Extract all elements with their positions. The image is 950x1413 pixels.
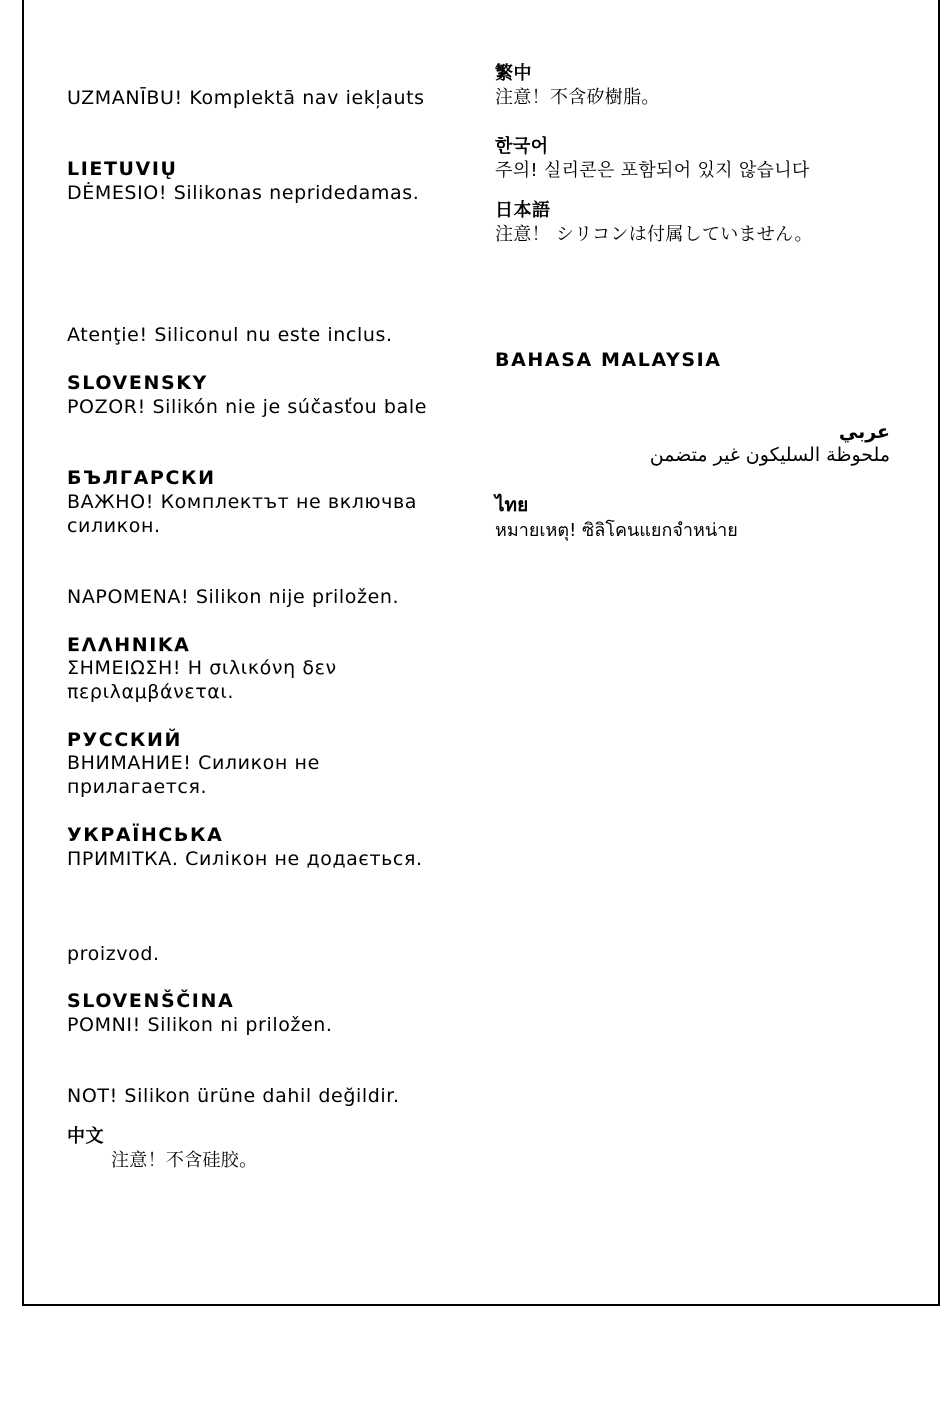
latvian-text: UZMANĪBU! Komplektā nav iekļauts	[67, 87, 425, 109]
thai-heading: ไทย	[495, 494, 529, 516]
slovenian-heading: SLOVENŠČINA	[67, 990, 235, 1012]
bulgarian-heading: БЪЛГАРСКИ	[67, 467, 216, 489]
greek-text-line1: ΣΗΜΕΙΩΣΗ! Η σιλικόνη δεν	[67, 657, 337, 679]
ukrainian-text: ПРИМІТКА. Силікон не додається.	[67, 848, 423, 870]
japanese-heading: 日本語	[495, 200, 551, 221]
turkish-text: NOT! Silikon ürüne dahil değildir.	[67, 1085, 400, 1107]
bulgarian-text-line2: силикон.	[67, 515, 161, 537]
slovak-heading: SLOVENSKY	[67, 372, 208, 394]
russian-heading: РУССКИЙ	[67, 729, 182, 751]
bulgarian-text-line1: ВАЖНО! Комплектът не включва	[67, 491, 418, 513]
ukrainian-heading: УКРАЇНСЬКА	[67, 824, 224, 846]
malay-heading: BAHASA MALAYSIA	[495, 349, 722, 371]
russian-text-line2: прилагается.	[67, 776, 208, 798]
arabic-heading: عربي	[838, 421, 890, 443]
trad-chinese-heading: 繁中	[495, 63, 532, 84]
chinese-text: 注意！不含硅胶。	[111, 1150, 258, 1171]
lithuanian-heading: LIETUVIŲ	[67, 158, 178, 180]
thai-text: หมายเหตุ! ซิลิโคนแยกจำหน่าย	[495, 520, 738, 541]
romanian-text: Atenţie! Siliconul nu este inclus.	[67, 324, 393, 346]
chinese-heading: 中文	[67, 1126, 104, 1147]
trad-chinese-text: 注意！不含矽樹脂。	[495, 87, 660, 108]
arabic-text: ملحوظة السليكون غير متضمن	[649, 444, 890, 466]
slovenian-text: POMNI! Silikon ni priložen.	[67, 1014, 333, 1036]
korean-text: 주의! 실리콘은 포함되어 있지 않습니다	[495, 160, 810, 181]
slovak-text: POZOR! Silikón nie je súčasťou bale	[67, 396, 427, 418]
japanese-text: 注意！ シリコンは付属していません。	[495, 224, 813, 245]
korean-heading: 한국어	[495, 136, 549, 157]
serbian-text: proizvod.	[67, 943, 160, 965]
lithuanian-text: DĖMESIO! Silikonas nepridedamas.	[67, 182, 420, 204]
croatian-text: NAPOMENA! Silikon nije priložen.	[67, 586, 400, 608]
russian-text-line1: ВНИМАНИЕ! Силикон не	[67, 752, 320, 774]
greek-heading: ΕΛΛΗΝΙΚΑ	[67, 634, 191, 656]
greek-text-line2: περιλαμβάνεται.	[67, 681, 235, 703]
